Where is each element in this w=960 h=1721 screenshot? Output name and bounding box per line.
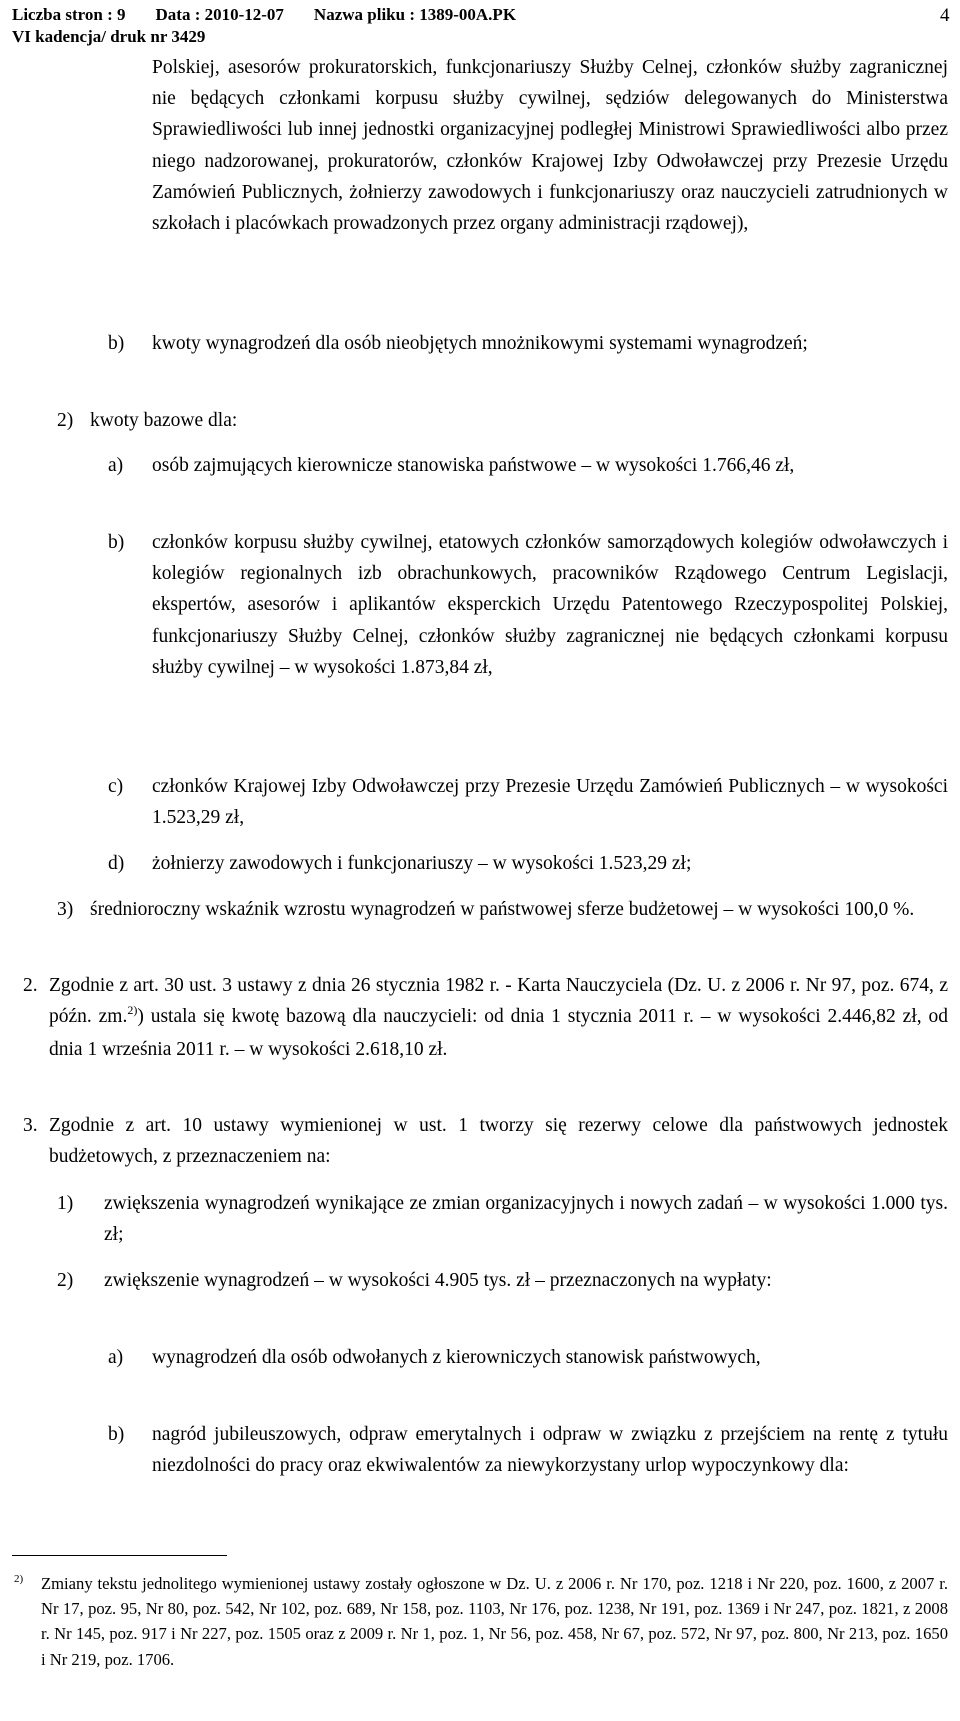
list-item-2 [57, 405, 948, 436]
list-text: średnioroczny wskaźnik wzrostu wynagrodzeń w państwowej sferze budżetowej – w wysokości 100,0 %. [90, 899, 915, 920]
list-item-3-1 [57, 1188, 948, 1250]
footnote-reference[interactable]: 2) [127, 1003, 138, 1018]
section-text [49, 970, 948, 1066]
page-header [12, 4, 516, 48]
list-label: 3) [57, 899, 74, 920]
section-text-part: Zgodnie z art. 30 ust. 3 ustawy z dnia 26 stycznia 1982 r. - Karta Nauczyciela (Dz. U. z 2006 r. Nr 97, poz. 674, z późn. zm. [49, 975, 948, 1028]
list-item-3-2 [57, 1265, 948, 1296]
footnote-number: 2) [14, 1573, 24, 1585]
list-item-2a [108, 450, 948, 481]
list-label: b) [108, 1424, 125, 1445]
list-text: zwiększenia wynagrodzeń wynikające ze zmian organizacyjnych i nowych zadań – w wysokości 1.000 tys. zł; [104, 1193, 948, 1246]
intro-paragraph: Polskiej, asesorów prokuratorskich, funkcjonariuszy Służby Celnej, członków służby zagranicznej nie będących członkami korpusu służby cywilnej, sędziów delegowanych do Ministerstwa Sprawiedliwości lub innej jednostki organizacyjnej podległej Ministrowi Sprawiedliwości albo przez niego nadzorowanej, prokuratorów, członków Krajowej Izby Odwoławczej przy Prezesie Urzędu Zamówień Publicznych, żołnierzy zawodowych i funkcjonariuszy oraz nauczycieli zatrudnionych w szkołach i placówkach prowadzonych przez organy administracji rządowej), [152, 57, 948, 235]
list-item-2c [108, 771, 948, 833]
section-3 [23, 1110, 948, 1172]
list-item-3 [57, 894, 948, 925]
list-text: osób zajmujących kierownicze stanowiska państwowe – w wysokości 1.766,46 zł, [152, 455, 795, 476]
list-label: a) [108, 1347, 124, 1368]
header-date: Data : 2010-12-07 [155, 5, 284, 24]
header-filename: Nazwa pliku : 1389-00A.PK [313, 5, 517, 24]
list-label: 2) [57, 1270, 74, 1291]
list-item-3-2b [108, 1419, 948, 1481]
list-text: wynagrodzeń dla osób odwołanych z kierowniczych stanowisk państwowych, [152, 1347, 761, 1368]
header-version: VI kadencja/ druk nr 3429 [12, 27, 206, 46]
list-label: b) [108, 532, 125, 553]
header-page-count: Liczba stron : 9 [12, 5, 126, 24]
section-label: 3. [23, 1115, 38, 1136]
page-number: 4 [940, 5, 950, 26]
section-text: Zgodnie z art. 10 ustawy wymienionej w ust. 1 tworzy się rezerwy celowe dla państwowych jednostek budżetowych, z przeznaczeniem na: [49, 1115, 948, 1168]
list-item-2b [108, 527, 948, 683]
list-text: kwoty wynagrodzeń dla osób nieobjętych mnożnikowymi systemami wynagrodzeń; [152, 333, 808, 354]
list-text: zwiększenie wynagrodzeń – w wysokości 4.905 tys. zł – przeznaczonych na wypłaty: [104, 1270, 772, 1291]
list-label: 1) [57, 1193, 74, 1214]
footnote-separator [12, 1555, 227, 1556]
list-label: d) [108, 853, 125, 874]
list-text: nagród jubileuszowych, odpraw emerytalnych i odpraw w związku z przejściem na rentę z tytułu niezdolności do pracy oraz ekwiwalentów za niewykorzystany urlop wypoczynkowy dla: [152, 1424, 948, 1477]
section-label: 2. [23, 975, 38, 996]
footnote-text: Zmiany tekstu jednolitego wymienionej ustawy zostały ogłoszone w Dz. U. z 2006 r. Nr 170, poz. 1218 i Nr 220, poz. 1600, z 2007 r. Nr 17, poz. 95, Nr 80, poz. 542, Nr 102, poz. 689, Nr 158, poz. 1103, Nr 176, poz. 1238, Nr 191, poz. 1369 i Nr 247, poz. 1821, z 2008 r. Nr 145, poz. 917 i Nr 227, poz. 1505 oraz z 2009 r. Nr 1, poz. 1, Nr 56, poz. 458, Nr 67, poz. 572, Nr 97, poz. 800, Nr 213, poz. 1650 i Nr 219, poz. 1706. [41, 1574, 948, 1669]
list-label: a) [108, 455, 124, 476]
list-text: członków Krajowej Izby Odwoławczej przy Prezesie Urzędu Zamówień Publicznych – w wysokości 1.523,29 zł, [152, 776, 948, 829]
list-text: kwoty bazowe dla: [90, 410, 238, 431]
list-label: 2) [57, 410, 74, 431]
list-item-1b [108, 328, 948, 359]
list-item-3-2a [108, 1342, 948, 1373]
section-2 [23, 970, 948, 1066]
list-label: c) [108, 776, 124, 797]
list-item-2d [108, 848, 948, 879]
list-label: b) [108, 333, 125, 354]
list-text: żołnierzy zawodowych i funkcjonariuszy – w wysokości 1.523,29 zł; [152, 853, 692, 874]
section-text-part: ) ustala się kwotę bazową dla nauczycieli: od dnia 1 stycznia 2011 r. – w wysokości 2.446,82 zł, od dnia 1 września 2011 r. – w wysokości 2.618,10 zł. [49, 1006, 948, 1061]
list-text: członków korpusu służby cywilnej, etatowych członków samorządowych kolegiów odwoławczych i kolegiów regionalnych izb obrachunkowych, pracowników Rządowego Centrum Legislacji, ekspertów, asesorów i aplikantów eksperckich Urzędu Patentowego Rzeczypospolitej Polskiej, funkcjonariuszy Służby Celnej, członków służby zagranicznej nie będących członkami korpusu służby cywilnej – w wysokości 1.873,84 zł, [152, 532, 948, 678]
